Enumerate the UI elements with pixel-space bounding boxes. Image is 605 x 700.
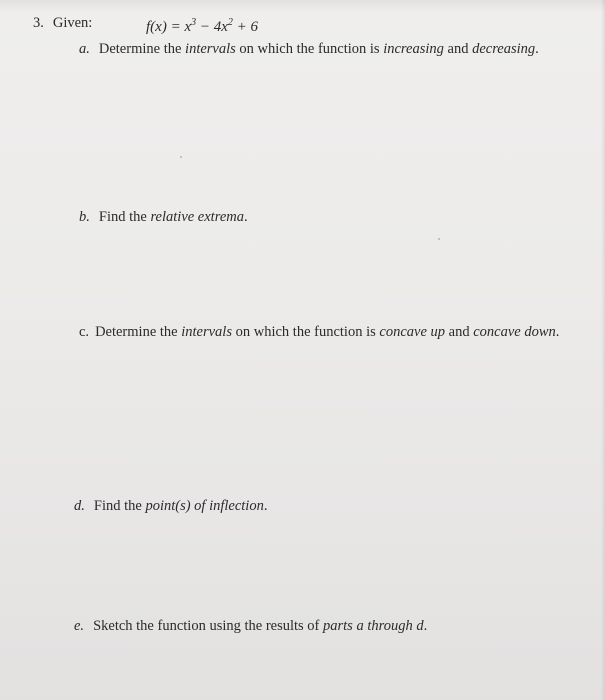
question-header	[33, 14, 92, 32]
part-text: .	[263, 498, 268, 514]
part-letter: a.	[79, 41, 90, 57]
part-text: and	[443, 41, 473, 57]
part-text: .	[535, 41, 539, 57]
part-emphasis: intervals	[181, 324, 232, 340]
part-emphasis: concave down	[473, 324, 556, 340]
part-text: .	[555, 324, 560, 340]
part-emphasis: relative extrema	[150, 209, 244, 225]
part-emphasis: point(s) of inflection	[145, 498, 264, 514]
page-edge	[601, 0, 605, 700]
part-a	[79, 40, 539, 58]
part-emphasis: intervals	[185, 41, 236, 57]
part-emphasis: concave up	[379, 324, 446, 340]
part-letter: e.	[74, 618, 85, 634]
part-text: Find the	[93, 498, 146, 514]
part-text: Find the	[98, 209, 151, 225]
given-label: Given:	[52, 15, 93, 31]
function-middle-term: − 4x	[196, 19, 228, 35]
part-letter: b.	[79, 209, 90, 225]
part-text: and	[445, 324, 474, 340]
part-e	[74, 617, 427, 635]
paper-speck	[180, 156, 182, 158]
function-exponent-3: 3	[191, 17, 197, 28]
part-text: .	[243, 209, 248, 225]
page-shadow	[0, 0, 605, 12]
part-letter: c.	[79, 324, 90, 340]
part-text: on which the function is	[231, 324, 380, 340]
part-b	[79, 208, 248, 226]
part-emphasis: decreasing	[472, 41, 536, 57]
part-text: on which the function is	[235, 41, 384, 57]
part-text: Determine the	[98, 41, 186, 57]
part-text: Determine the	[95, 324, 182, 340]
part-d	[74, 497, 267, 515]
part-text: .	[423, 618, 428, 634]
part-c	[79, 323, 559, 341]
part-emphasis: increasing	[383, 41, 444, 57]
function-lhs: f(x) = x	[146, 19, 192, 35]
function-definition	[146, 14, 258, 36]
paper-speck	[438, 238, 440, 240]
function-constant: + 6	[232, 19, 259, 35]
part-text: Sketch the function using the results of	[93, 618, 324, 634]
function-exponent-2: 2	[227, 17, 233, 28]
question-number: 3.	[33, 15, 44, 31]
part-emphasis: parts a through d	[323, 618, 424, 634]
part-letter: d.	[74, 498, 85, 514]
